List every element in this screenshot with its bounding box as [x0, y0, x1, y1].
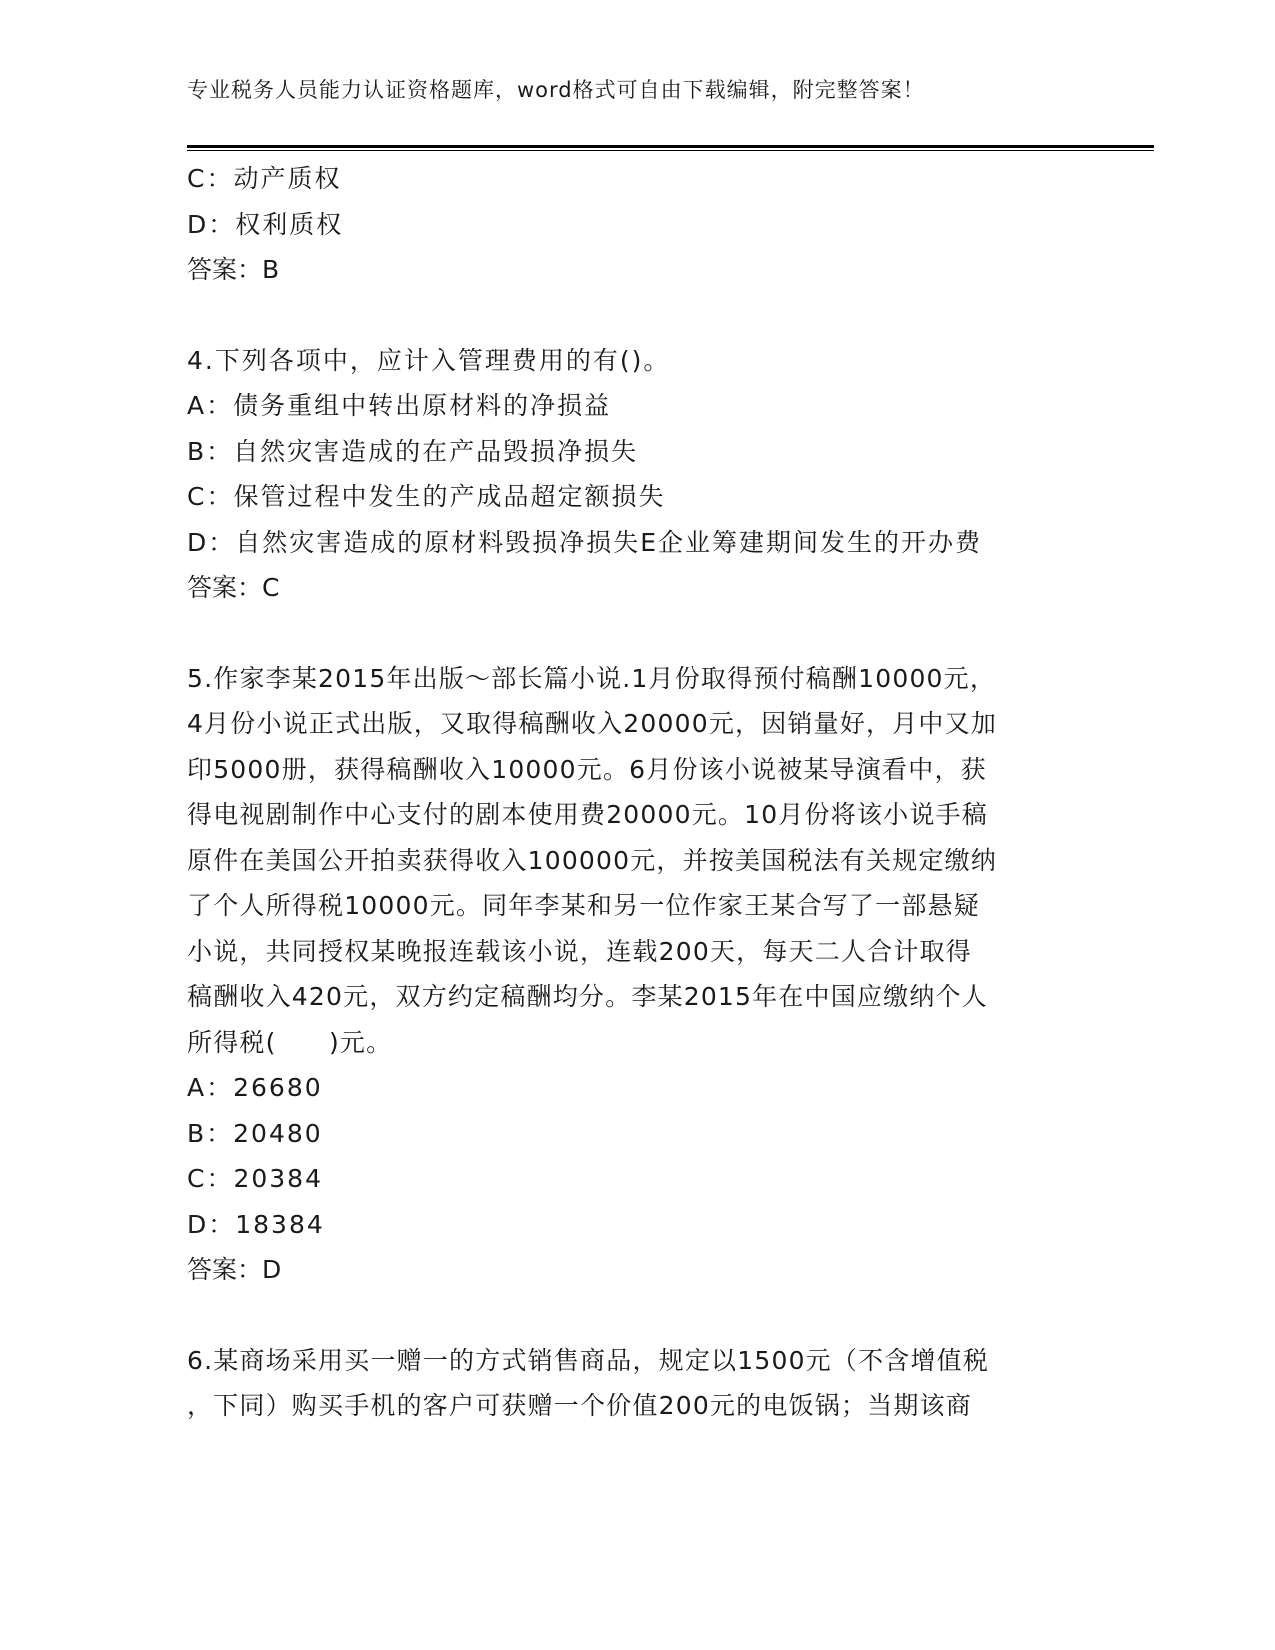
spacer	[187, 611, 1087, 656]
q5-stem-line: 所得税( )元。	[187, 1027, 393, 1057]
q4-answer: 答案：C	[187, 573, 280, 602]
q4-stem: 4.下列各项中，应计入管理费用的有()。	[187, 345, 671, 375]
spacer	[187, 293, 1087, 338]
q5-option-b: B：20480	[187, 1118, 323, 1148]
q3-answer: 答案：B	[187, 255, 280, 284]
q6-stem-line: 6.某商场采用买一赠一的方式销售商品，规定以1500元（不含增值税	[187, 1345, 990, 1375]
q5-stem-line: 得电视剧制作中心支付的剧本使用费20000元。10月份将该小说手稿	[187, 800, 988, 829]
q6-stem-line: ，下同）购买手机的客户可获赠一个价值200元的电饭锅；当期该商	[187, 1391, 972, 1420]
q5-stem-line: 了个人所得税10000元。同年李某和另一位作家王某合写了一部悬疑	[187, 891, 980, 920]
q4-option-d: D：自然灾害造成的原材料毁损净损失E企业筹建期间发生的开办费	[187, 527, 983, 557]
q5-stem-line: 4月份小说正式出版，又取得稿酬收入20000元，因销量好，月中又加	[187, 709, 998, 738]
q5-stem-line: 小说，共同授权某晚报连载该小说，连载200天，每天二人合计取得	[187, 936, 972, 966]
page-header: 专业税务人员能力认证资格题库，word格式可自由下载编辑，附完整答案！	[187, 78, 925, 102]
spacer	[187, 1293, 1087, 1338]
q5-stem-line: 5.作家李某2015年出版～部长篇小说.1月份取得预付稿酬10000元，	[187, 663, 997, 693]
q3-option-d: D：权利质权	[187, 209, 344, 239]
q4-option-b: B：自然灾害造成的在产品毁损净损失	[187, 436, 639, 466]
q6-stem	[187, 1338, 1087, 1429]
q5-stem-line: 稿酬收入420元，双方约定稿酬均分。李某2015年在中国应缴纳个人	[187, 982, 988, 1011]
question-content	[187, 156, 1087, 1429]
q4-option-c: C：保管过程中发生的产成品超定额损失	[187, 482, 666, 511]
q5-option-c: C：20384	[187, 1164, 323, 1193]
q3-option-c: C：动产质权	[187, 164, 342, 193]
q5-option-d: D：18384	[187, 1209, 325, 1239]
q5-stem	[187, 656, 1087, 1066]
header-rule-thick	[187, 145, 1154, 148]
q5-stem-line: 印5000册，获得稿酬收入10000元。6月份该小说被某导演看中，获	[187, 754, 987, 784]
header-rule-thin	[187, 150, 1154, 151]
q5-stem-line: 原件在美国公开拍卖获得收入100000元，并按美国税法有关规定缴纳	[187, 845, 998, 875]
q4-option-a: A：债务重组中转出原材料的净损益	[187, 391, 612, 420]
q5-option-a: A：26680	[187, 1073, 323, 1102]
q5-answer: 答案：D	[187, 1255, 282, 1284]
